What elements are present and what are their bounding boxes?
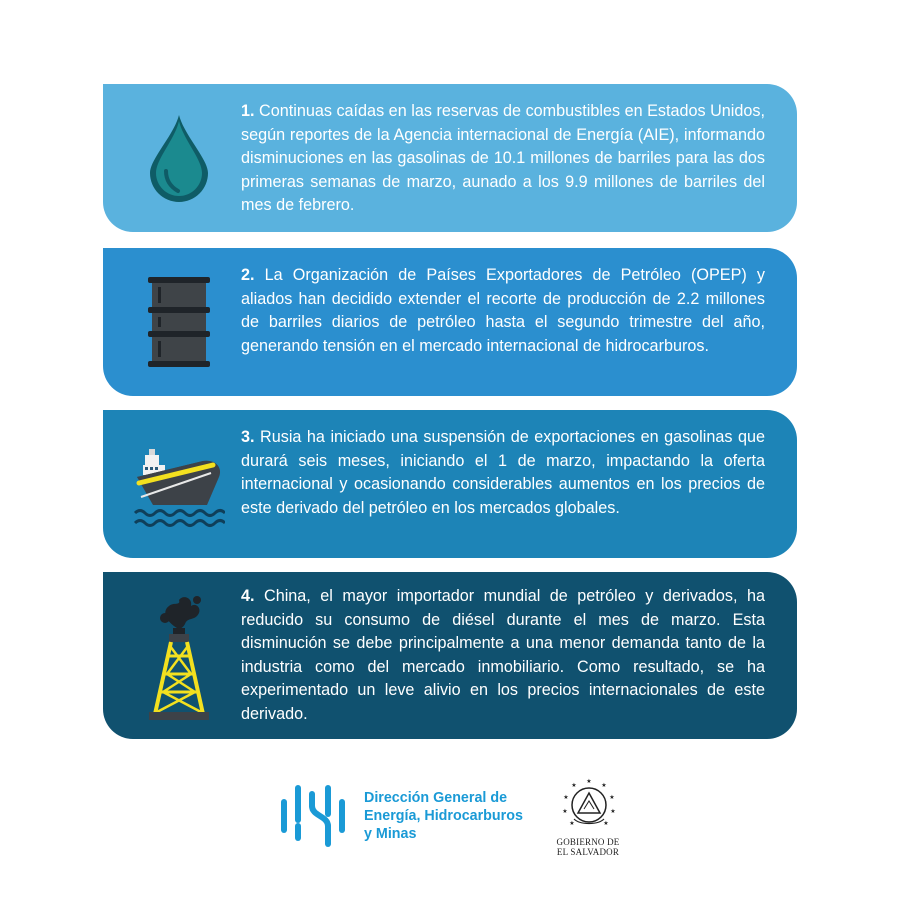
svg-text:★: ★	[609, 795, 615, 801]
gov-name: GOBIERNO DE EL SALVADOR	[556, 837, 620, 857]
tanker-ship-icon	[131, 424, 227, 544]
org-name: Dirección General de Energía, Hidrocarburos y Minas	[364, 790, 523, 842]
card-text-4: 4. China, el mayor importador mundial de petróleo y derivados, ha reducido su consumo de diésel durante el mes de marzo. Esta disminución se debe principalmente a una menor demanda tanto de la industria como del mercado inmobiliario. Como resultado, se ha experimentado un leve alivio en los precios internacionales de este derivado.	[241, 587, 765, 723]
info-card-4	[103, 572, 797, 739]
svg-text:★: ★	[563, 795, 569, 801]
el-salvador-seal-icon	[560, 775, 618, 838]
svg-text:★: ★	[571, 783, 577, 789]
card-text-2: 2. La Organización de Países Exportadores de Petróleo (OPEP) y aliados han decidido extender el recorte de producción de 2.2 millones de barriles diarios de petróleo hasta el segundo trimestre del año, generando tensión en el mercado internacional de hidrocarburos.	[241, 266, 766, 355]
card-text-3: 3. Rusia ha iniciado una suspensión de exportaciones en gasolinas que durará seis meses, iniciando el 1 de marzo, impactando la oferta internacional y ocasionando considerables aumentos en los precios de este derivado del petróleo en los mercados globales.	[241, 428, 765, 517]
svg-text:★: ★	[586, 779, 592, 785]
oil-drop-icon	[131, 98, 227, 218]
card-text-1: 1. Continuas caídas en las reservas de combustibles en Estados Unidos, según reportes de la Agencia internacional de Energía (AIE), informando disminuciones en las gasolinas de 10.1 millones de barriles para las dos primeras semanas de marzo, aunado a los 9.9 millones de barriles del mes de febrero.	[241, 102, 765, 214]
svg-text:★: ★	[601, 783, 607, 789]
info-card-3	[103, 410, 797, 558]
oil-derrick-icon	[131, 582, 227, 732]
footer	[0, 775, 900, 875]
dgehm-logo-icon	[278, 780, 350, 857]
info-card-2	[103, 248, 797, 396]
info-card-1	[103, 84, 797, 232]
svg-text:★: ★	[603, 821, 609, 827]
svg-text:★: ★	[562, 809, 568, 815]
svg-text:★: ★	[569, 821, 575, 827]
svg-text:★: ★	[610, 809, 616, 815]
oil-barrel-icon	[131, 262, 227, 382]
